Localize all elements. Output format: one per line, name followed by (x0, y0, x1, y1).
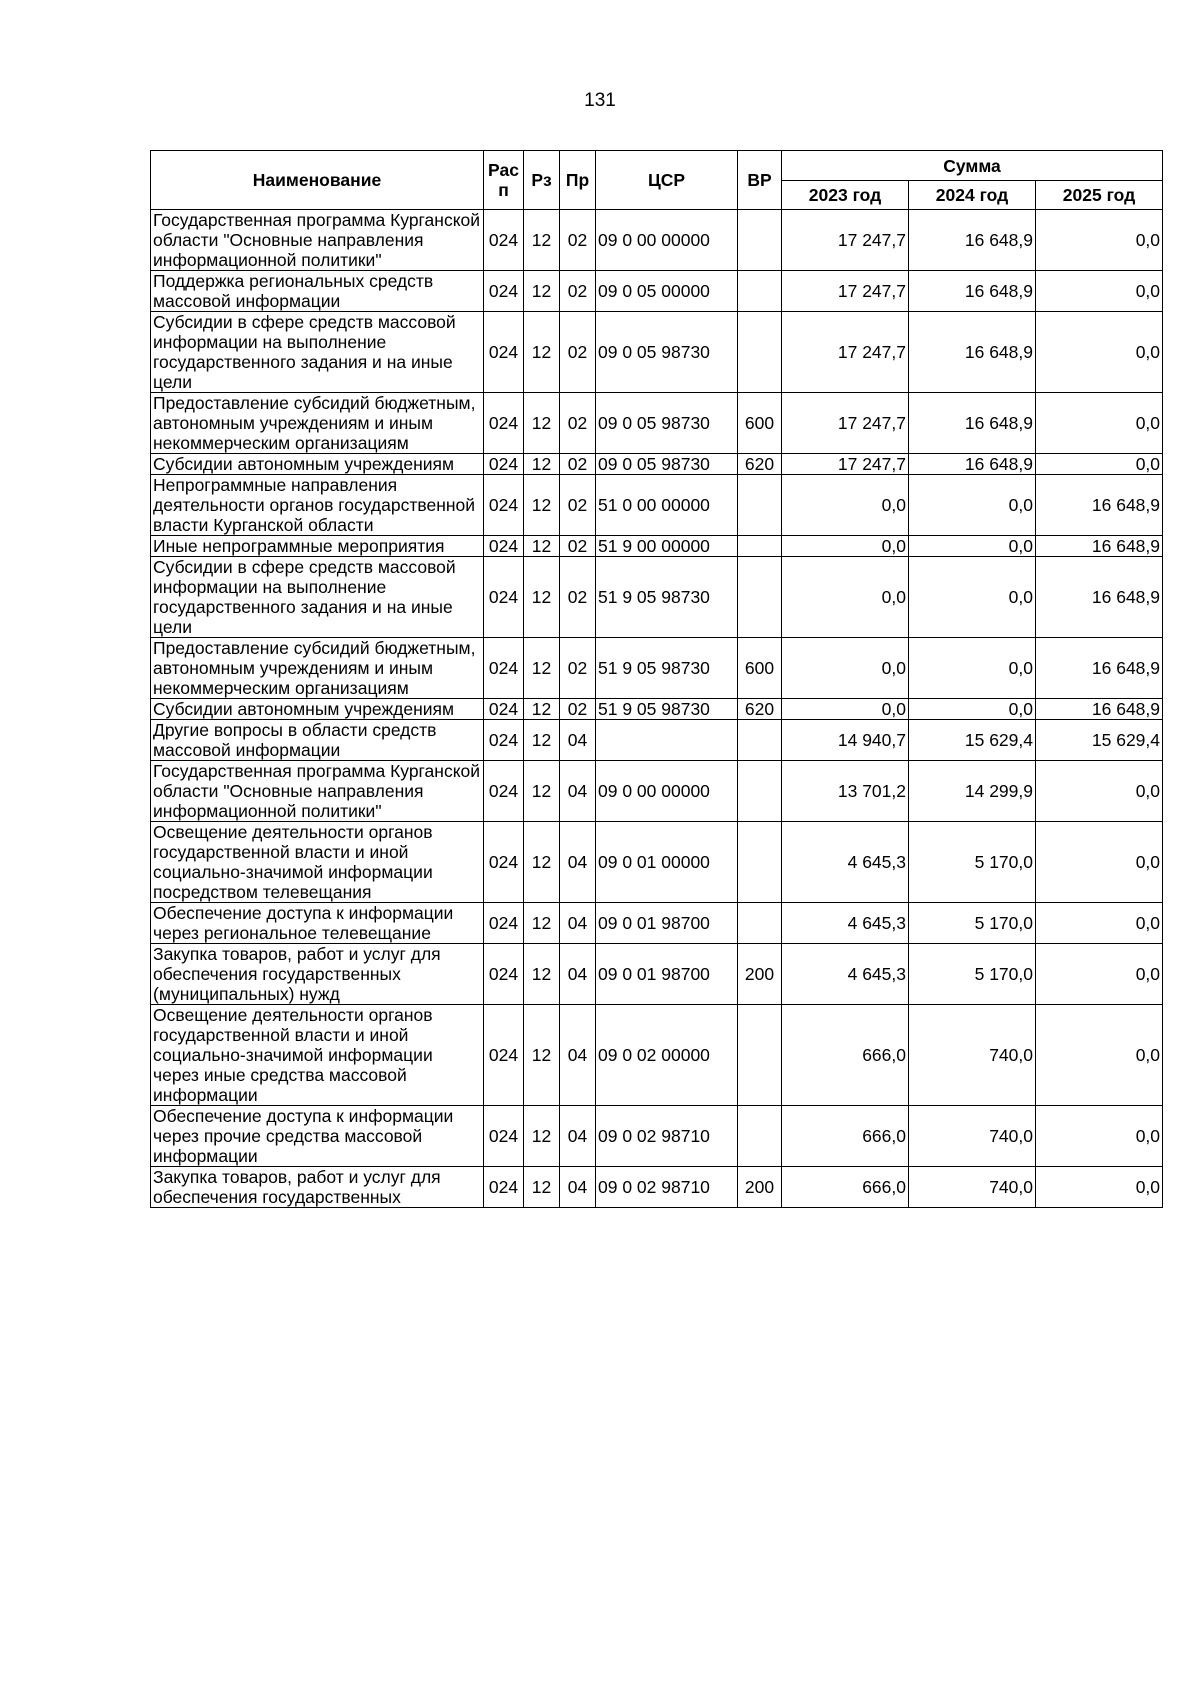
cell-rz: 12 (524, 454, 560, 475)
cell-vr (738, 312, 782, 393)
cell-pr: 04 (560, 903, 596, 944)
cell-rasp: 024 (484, 271, 524, 312)
cell-2024: 16 648,9 (909, 393, 1036, 454)
cell-rasp: 024 (484, 393, 524, 454)
cell-rz: 12 (524, 1005, 560, 1106)
cell-2025: 15 629,4 (1036, 720, 1163, 761)
header-vr: ВР (738, 151, 782, 210)
cell-rasp: 024 (484, 475, 524, 536)
cell-2024: 0,0 (909, 557, 1036, 638)
header-2023: 2023 год (782, 181, 909, 210)
cell-rasp: 024 (484, 1106, 524, 1167)
cell-name: Обеспечение доступа к информации через прочие средства массовой информации (151, 1106, 484, 1167)
cell-csr: 51 9 05 98730 (596, 638, 738, 699)
cell-pr: 02 (560, 557, 596, 638)
table-row (151, 454, 1163, 475)
cell-csr: 51 9 00 00000 (596, 536, 738, 557)
header-2024: 2024 год (909, 181, 1036, 210)
cell-2025: 16 648,9 (1036, 557, 1163, 638)
cell-vr (738, 903, 782, 944)
table-row (151, 1167, 1163, 1208)
cell-rasp: 024 (484, 822, 524, 903)
cell-csr: 09 0 05 00000 (596, 271, 738, 312)
cell-2023: 4 645,3 (782, 822, 909, 903)
cell-pr: 02 (560, 210, 596, 271)
cell-rasp: 024 (484, 210, 524, 271)
cell-2023: 666,0 (782, 1106, 909, 1167)
cell-rasp: 024 (484, 699, 524, 720)
cell-2025: 0,0 (1036, 761, 1163, 822)
cell-csr: 09 0 02 00000 (596, 1005, 738, 1106)
table-body (151, 210, 1163, 1208)
cell-2024: 740,0 (909, 1167, 1036, 1208)
cell-pr: 04 (560, 761, 596, 822)
table-row (151, 1005, 1163, 1106)
cell-2025: 0,0 (1036, 312, 1163, 393)
cell-2023: 14 940,7 (782, 720, 909, 761)
cell-csr: 09 0 00 00000 (596, 210, 738, 271)
cell-name: Субсидии в сфере средств массовой информации на выполнение государственного задания и на иные цели (151, 557, 484, 638)
cell-2023: 17 247,7 (782, 210, 909, 271)
cell-2024: 0,0 (909, 699, 1036, 720)
cell-vr: 600 (738, 638, 782, 699)
cell-rz: 12 (524, 944, 560, 1005)
cell-name: Субсидии в сфере средств массовой информации на выполнение государственного задания и на иные цели (151, 312, 484, 393)
cell-name: Освещение деятельности органов государственной власти и иной социально-значимой информации через иные средства массовой информации (151, 1005, 484, 1106)
cell-rz: 12 (524, 1167, 560, 1208)
cell-2024: 16 648,9 (909, 210, 1036, 271)
cell-2023: 666,0 (782, 1005, 909, 1106)
cell-rasp: 024 (484, 454, 524, 475)
cell-csr: 51 0 00 00000 (596, 475, 738, 536)
cell-2023: 0,0 (782, 557, 909, 638)
header-rz: Рз (524, 151, 560, 210)
cell-2023: 17 247,7 (782, 312, 909, 393)
cell-pr: 04 (560, 944, 596, 1005)
cell-vr (738, 822, 782, 903)
cell-name: Освещение деятельности органов государственной власти и иной социально-значимой информации посредством телевещания (151, 822, 484, 903)
cell-rasp: 024 (484, 944, 524, 1005)
cell-vr (738, 720, 782, 761)
cell-pr: 04 (560, 1005, 596, 1106)
table-row (151, 1106, 1163, 1167)
cell-pr: 02 (560, 638, 596, 699)
header-pr: Пр (560, 151, 596, 210)
cell-vr (738, 557, 782, 638)
cell-2025: 0,0 (1036, 393, 1163, 454)
cell-vr (738, 271, 782, 312)
cell-rz: 12 (524, 1106, 560, 1167)
cell-2024: 740,0 (909, 1005, 1036, 1106)
table-row (151, 536, 1163, 557)
cell-vr: 620 (738, 454, 782, 475)
cell-2024: 16 648,9 (909, 271, 1036, 312)
cell-name: Государственная программа Курганской области "Основные направления информационной политики" (151, 210, 484, 271)
cell-2024: 5 170,0 (909, 944, 1036, 1005)
table-row (151, 944, 1163, 1005)
cell-name: Закупка товаров, работ и услуг для обеспечения государственных (муниципальных) нужд (151, 944, 484, 1005)
page-number: 131 (584, 90, 616, 111)
header-2025: 2025 год (1036, 181, 1163, 210)
cell-csr: 51 9 05 98730 (596, 699, 738, 720)
cell-2025: 0,0 (1036, 1167, 1163, 1208)
cell-csr: 09 0 05 98730 (596, 312, 738, 393)
cell-2024: 5 170,0 (909, 822, 1036, 903)
header-rasp: Рас п (484, 151, 524, 210)
cell-2025: 0,0 (1036, 944, 1163, 1005)
table-row (151, 475, 1163, 536)
cell-vr (738, 475, 782, 536)
cell-name: Обеспечение доступа к информации через региональное телевещание (151, 903, 484, 944)
cell-rz: 12 (524, 312, 560, 393)
cell-rz: 12 (524, 271, 560, 312)
cell-rz: 12 (524, 475, 560, 536)
cell-2023: 13 701,2 (782, 761, 909, 822)
cell-csr: 09 0 02 98710 (596, 1167, 738, 1208)
cell-csr: 09 0 01 98700 (596, 903, 738, 944)
cell-2025: 0,0 (1036, 210, 1163, 271)
cell-vr (738, 1106, 782, 1167)
cell-rz: 12 (524, 699, 560, 720)
cell-2023: 4 645,3 (782, 944, 909, 1005)
cell-pr: 04 (560, 1167, 596, 1208)
cell-name: Предоставление субсидий бюджетным, автономным учреждениям и иным некоммерческим организациям (151, 638, 484, 699)
cell-2025: 0,0 (1036, 903, 1163, 944)
cell-2023: 17 247,7 (782, 271, 909, 312)
cell-2025: 16 648,9 (1036, 536, 1163, 557)
cell-rasp: 024 (484, 312, 524, 393)
cell-2023: 17 247,7 (782, 393, 909, 454)
cell-2023: 0,0 (782, 638, 909, 699)
cell-name: Предоставление субсидий бюджетным, автономным учреждениям и иным некоммерческим организациям (151, 393, 484, 454)
cell-pr: 02 (560, 475, 596, 536)
cell-name: Субсидии автономным учреждениям (151, 699, 484, 720)
cell-name: Иные непрограммные мероприятия (151, 536, 484, 557)
cell-vr (738, 536, 782, 557)
cell-2023: 4 645,3 (782, 903, 909, 944)
table-row (151, 210, 1163, 271)
cell-name: Субсидии автономным учреждениям (151, 454, 484, 475)
cell-rasp: 024 (484, 903, 524, 944)
cell-csr: 09 0 05 98730 (596, 454, 738, 475)
cell-2025: 0,0 (1036, 454, 1163, 475)
cell-vr (738, 210, 782, 271)
table-row (151, 557, 1163, 638)
table-row (151, 822, 1163, 903)
cell-2023: 0,0 (782, 699, 909, 720)
cell-pr: 04 (560, 720, 596, 761)
cell-name: Поддержка региональных средств массовой информации (151, 271, 484, 312)
cell-csr: 51 9 05 98730 (596, 557, 738, 638)
cell-2024: 740,0 (909, 1106, 1036, 1167)
cell-2025: 0,0 (1036, 1005, 1163, 1106)
cell-vr: 600 (738, 393, 782, 454)
header-csr: ЦСР (596, 151, 738, 210)
cell-vr: 620 (738, 699, 782, 720)
cell-rz: 12 (524, 822, 560, 903)
cell-2023: 0,0 (782, 475, 909, 536)
table-row (151, 903, 1163, 944)
cell-2024: 0,0 (909, 536, 1036, 557)
cell-2023: 0,0 (782, 536, 909, 557)
table-row (151, 699, 1163, 720)
cell-2024: 15 629,4 (909, 720, 1036, 761)
cell-rz: 12 (524, 557, 560, 638)
cell-2024: 0,0 (909, 638, 1036, 699)
cell-csr: 09 0 00 00000 (596, 761, 738, 822)
cell-2024: 0,0 (909, 475, 1036, 536)
cell-rz: 12 (524, 210, 560, 271)
cell-2025: 0,0 (1036, 271, 1163, 312)
cell-2025: 0,0 (1036, 822, 1163, 903)
cell-rasp: 024 (484, 720, 524, 761)
cell-rz: 12 (524, 761, 560, 822)
cell-2024: 14 299,9 (909, 761, 1036, 822)
table-row (151, 720, 1163, 761)
cell-rz: 12 (524, 638, 560, 699)
cell-pr: 02 (560, 536, 596, 557)
table-header (151, 151, 1163, 210)
cell-2024: 5 170,0 (909, 903, 1036, 944)
cell-csr: 09 0 01 98700 (596, 944, 738, 1005)
cell-pr: 04 (560, 822, 596, 903)
cell-rasp: 024 (484, 638, 524, 699)
cell-csr (596, 720, 738, 761)
header-name: Наименование (151, 151, 484, 210)
cell-pr: 04 (560, 1106, 596, 1167)
table-row (151, 393, 1163, 454)
header-sum: Сумма (782, 151, 1163, 181)
table-row (151, 638, 1163, 699)
budget-table (150, 150, 1163, 1208)
cell-2025: 0,0 (1036, 1106, 1163, 1167)
cell-rz: 12 (524, 393, 560, 454)
cell-2023: 666,0 (782, 1167, 909, 1208)
cell-rz: 12 (524, 720, 560, 761)
cell-csr: 09 0 02 98710 (596, 1106, 738, 1167)
cell-pr: 02 (560, 393, 596, 454)
table-row (151, 761, 1163, 822)
cell-2024: 16 648,9 (909, 312, 1036, 393)
cell-pr: 02 (560, 699, 596, 720)
cell-rasp: 024 (484, 761, 524, 822)
cell-pr: 02 (560, 454, 596, 475)
table-row (151, 271, 1163, 312)
cell-rasp: 024 (484, 1005, 524, 1106)
cell-rasp: 024 (484, 536, 524, 557)
cell-name: Непрограммные направления деятельности органов государственной власти Курганской области (151, 475, 484, 536)
cell-vr (738, 1005, 782, 1106)
cell-pr: 02 (560, 312, 596, 393)
cell-pr: 02 (560, 271, 596, 312)
cell-2025: 16 648,9 (1036, 699, 1163, 720)
cell-2025: 16 648,9 (1036, 638, 1163, 699)
cell-csr: 09 0 01 00000 (596, 822, 738, 903)
cell-vr (738, 761, 782, 822)
cell-2023: 17 247,7 (782, 454, 909, 475)
table-row (151, 312, 1163, 393)
cell-name: Закупка товаров, работ и услуг для обеспечения государственных (151, 1167, 484, 1208)
cell-csr: 09 0 05 98730 (596, 393, 738, 454)
cell-rz: 12 (524, 536, 560, 557)
cell-name: Другие вопросы в области средств массовой информации (151, 720, 484, 761)
cell-vr: 200 (738, 1167, 782, 1208)
cell-rasp: 024 (484, 1167, 524, 1208)
cell-2025: 16 648,9 (1036, 475, 1163, 536)
cell-rasp: 024 (484, 557, 524, 638)
cell-name: Государственная программа Курганской области "Основные направления информационной политики" (151, 761, 484, 822)
cell-vr: 200 (738, 944, 782, 1005)
cell-rz: 12 (524, 903, 560, 944)
cell-2024: 16 648,9 (909, 454, 1036, 475)
